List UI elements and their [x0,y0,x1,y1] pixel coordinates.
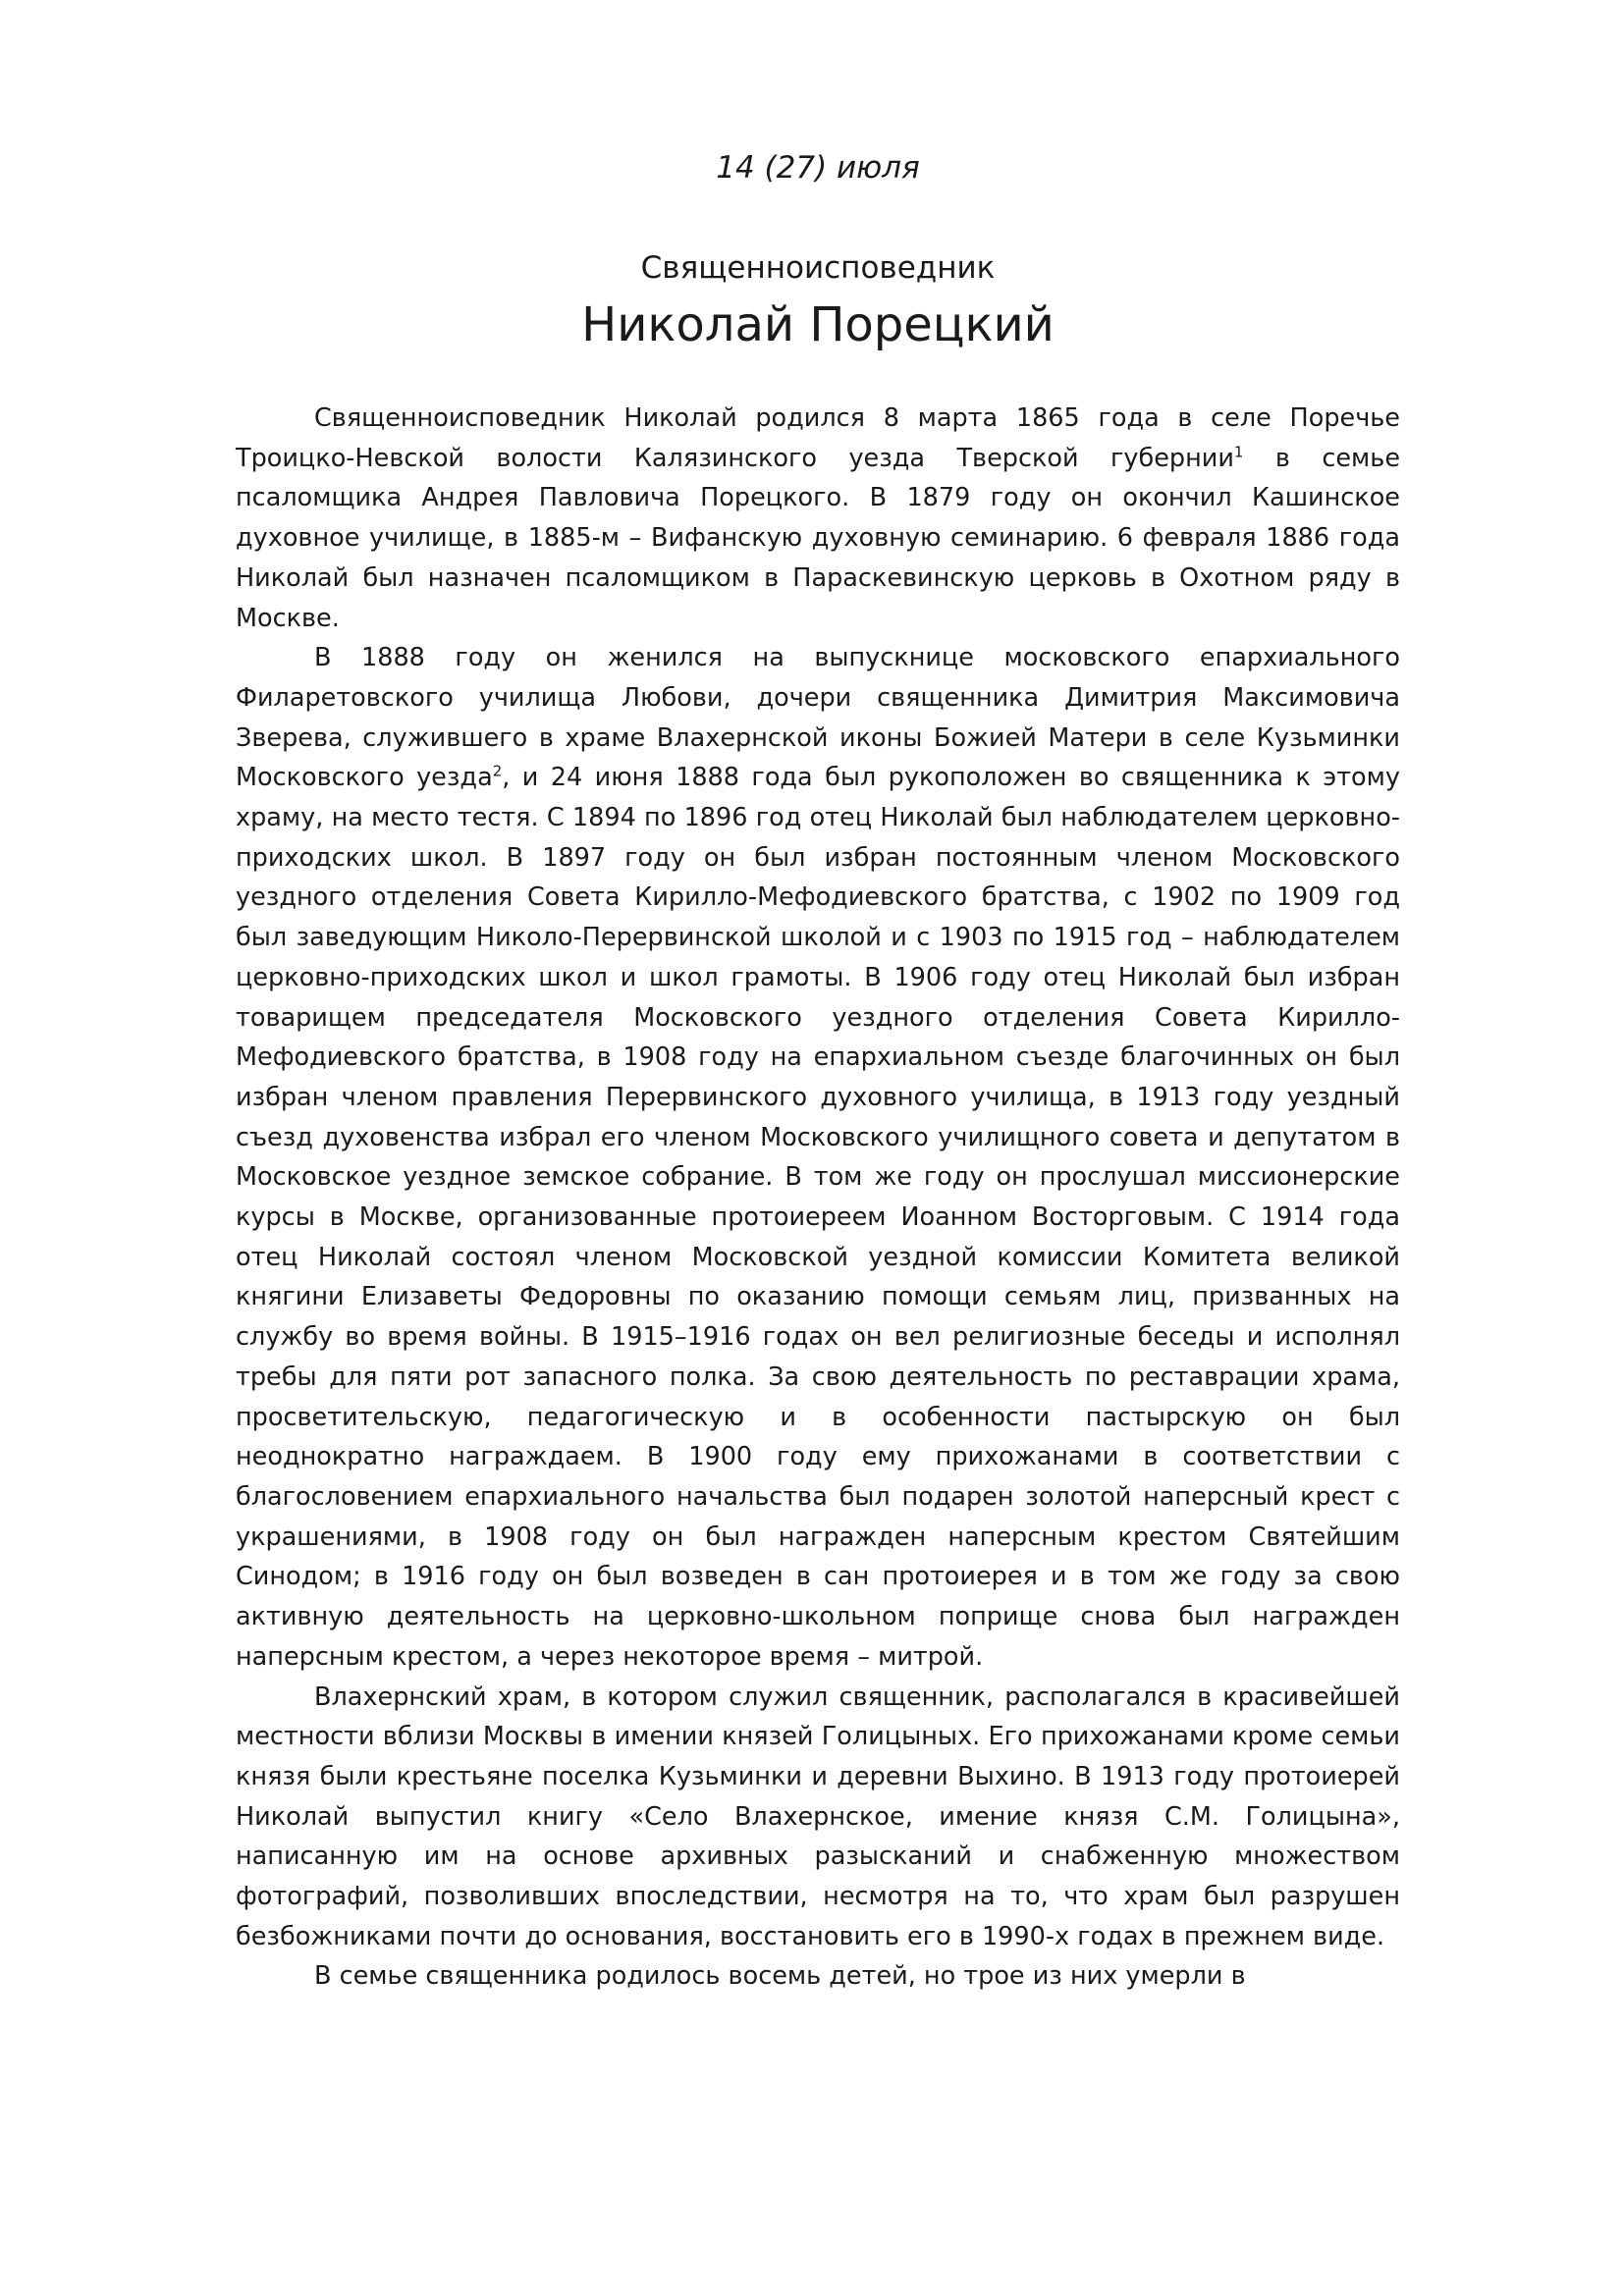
paragraph-text: Влахернский храм, в котором служил священник, располагался в красивейшей местности вблизи Москвы в имении князей Голицыных. Его прихожанами кроме семьи князя были крестьяне поселка Кузьминки и деревни Выхино. В 1913 году протоиерей Николай выпустил книгу «Село Влахернское, имение князя С.М. Голицына», написанную им на основе архивных разысканий и снабженную множеством фотографий, позволивших впоследствии, несмотря на то, что храм был разрушен безбожниками почти до основания, восстановить его в 1990-х годах в прежнем виде. [236,1682,1400,1951]
footnote-ref[interactable]: 1 [1233,443,1244,461]
paragraph [236,638,1400,1677]
paragraph-text: Священноисповедник Николай родился 8 марта 1865 года в селе Поречье Троицко-Невской волости Калязинского уезда Тверской губернии [236,403,1400,473]
paragraph [236,1678,1400,1957]
paragraph-text: , и 24 июня 1888 года был рукоположен во священника к этому храму, на место тестя. С 1894 по 1896 год отец Николай был наблюдателем церковно-приходских школ. В 1897 году он был избран постоянным членом Московского уездного отделения Совета Кирилло-Мефодиевского братства, с 1902 по 1909 год был заведующим Николо-Перервинской школой и с 1903 по 1915 год – наблюдателем церковно-приходских школ и школ грамоты. В 1906 году отец Николай был избран товарищем председателя Московского уездного отделения Совета Кирилло-Мефодиевского братства, в 1908 году на епархиальном съезде благочинных он был избран членом правления Перервинского духовного училища, в 1913 году уездный съезд духовенства избрал его членом Московского училищного совета и депутатом в Московское уездное земское собрание. В том же году он прослушал миссионерские курсы в Москве, организованные протоиереем Иоанном Восторговым. С 1914 года отец Николай состоял членом Московской уездной комиссии Комитета великой княгини Елизаветы Федоровны по оказанию помощи семьям лиц, призванных на службу во время войны. В 1915–1916 годах он вел религиозные беседы и исполнял требы для пяти рот запасного полка. За свою деятельность по реставрации храма, просветительскую, педагогическую и в особенности пастырскую он был неоднократно награждаем. В 1900 году ему прихожанами в соответствии с благословением епархиального начальства был подарен золотой наперсный крест с украшениями, в 1908 году он был награжден наперсным крестом Святейшим Синодом; в 1916 году он был возведен в сан протоиерея и в том же году за свою активную деятельность на церковно-школьном поприще снова был награжден наперсным крестом, а через некоторое время – митрой. [236,763,1400,1672]
paragraph-text: В семье священника родилось восемь детей, но трое из них умерли в [314,1961,1246,1992]
feast-date: 14 (27) июля [716,150,920,186]
saint-rank: Священноисповедник [640,250,996,286]
footnote-ref[interactable]: 2 [492,762,503,780]
paragraph-text: В 1888 году он женился на выпускнице московского епархиального Филаретовского училища Любови, дочери священника Димитрия Максимовича Зверева, служившего в храме Влахернской иконы Божией Матери в селе Кузьминки Московского уезда [236,643,1400,793]
biography-text [236,399,1400,1997]
paragraph-text: в семье псаломщика Андрея Павловича Порецкого. В 1879 году он окончил Кашинское духовное училище, в 1885-м – Вифанскую духовную семинарию. 6 февраля 1886 года Николай был назначен псаломщиком в Параскевинскую церковь в Охотном ряду в Москве. [236,443,1401,633]
document-page [236,147,1400,1997]
paragraph [236,1956,1400,1997]
saint-name: Николай Порецкий [581,297,1055,352]
paragraph [236,399,1400,638]
